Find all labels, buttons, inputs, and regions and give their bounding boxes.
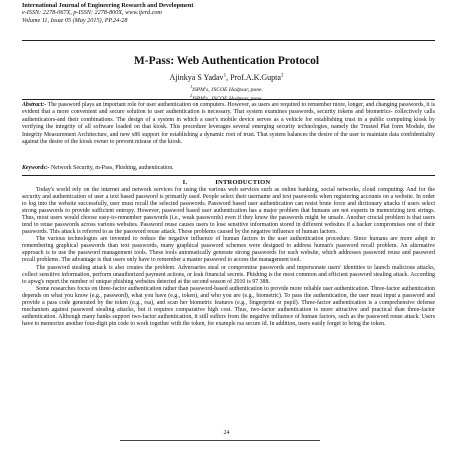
- abstract-text: The password plays an important role for user authentication on computers. However, as users are required to remember more, longer, and changing passwords, it is evident that a more convenient and secure solution to user authentication is necessary. That system examines passwords, security tokens and biometrics- collectively calls authenticators-and their combinations. The design of a system in which a user's mobile device serves as a vehicle for establishing trust in a public computing kiosk by verifying the integrity of all software loaded on that kiosk. This procedure leverages several emerging security technologies, namely the Trusted Plat form Module, the Integrity Measurement Architecture, and new x86 support for establishing a dynamic root of trust. That system balances the desire of the user to maintain data confidentiality against the desire of the kiosk owner to prevent misuse of the kiosk.: [22, 102, 435, 146]
- paper-authors: [0, 73, 453, 82]
- page-number: 24: [223, 430, 230, 436]
- journal-issn: e-ISSN: 2278-067X, p-ISSN: 2278-800X, www.ijerd.com: [22, 9, 162, 17]
- affiliation-1: [0, 84, 453, 93]
- keywords-text: Network Security, m-Pass, Phishing, authentication.: [49, 165, 174, 171]
- body-text: [22, 187, 435, 328]
- affiliation-1-text: ISPM's, JSCOE Hadpsar, pune.: [192, 86, 263, 93]
- abstract-label: Abstract:-: [22, 102, 47, 108]
- paragraph-4: Some researches focus on three-factor authentication rather than password-based authentication to provide more reliable user authentication. Three-factor authentication depends on what you know (e.g., password), what you have (e.g., token), and who you are (e.g., biometric). To pass the authentication, the user must input a password and provide a pass code generated by the token (e.g., rsa), and scan her biometric features (e.g., fingerprint or pupil). Three-factor authentication is a comprehensive defense mechanism against password stealing attacks, but it requires comparative high cost. Thus, two-factor authentication is more attractive and practical than three-factor authentication. Although many banks support two-factor authentication, it still suffers from the negative influence of human factors, such as the password reuse attack. Users have to memorize another four-digit pin code to work together with the token, for example rsa secure id. In addition, users easily forget to bring the token.: [22, 285, 435, 327]
- affiliation-2-sup: 2: [190, 93, 193, 99]
- affiliations: [0, 84, 453, 103]
- affiliation-1-sup: 1: [190, 84, 193, 89]
- abstract: [22, 102, 435, 146]
- section-number: I.: [182, 179, 188, 186]
- author-2-sup: 2: [280, 73, 284, 79]
- header-rule: [22, 40, 435, 41]
- abstract-rule: [22, 99, 435, 100]
- keywords: [22, 165, 435, 172]
- author-1: Ajinkya S Yadav: [169, 73, 224, 82]
- journal-header: [22, 2, 442, 24]
- paragraph-2: The various technologies are invented to reduce the negative influence of human factors in the user authentication procedure. Since humans are more adept in remembering graphical passwords than text passwords, many graphical password schemes were designed to address human's password recall problem. An alternative approach is to use the password management tools. These tools automatically generate strong passwords for each website, which addresses password reuse and password recall problems. The advantage is that users only have to remember a master password to access the management tool.: [22, 236, 435, 264]
- paragraph-3: The password stealing attack is also creates the problem. Adversaries steal or compromise passwords and impersonate users' identities to launch malicious attacks, collect sensitive information, perform unauthorized payment actions, or leak financial secrets. Phishing is the most common and efficient password stealing attack. According to apwg's report the number of unique phishing websites detected at the second season of 2010 is 97 388.: [22, 264, 435, 285]
- affiliation-2-text: ISPM's, JSCOE Hadpsar, pune.: [192, 96, 263, 103]
- journal-name: International Journal of Engineering Research and Development: [22, 2, 194, 9]
- keywords-label: Keywords:-: [22, 165, 50, 171]
- author-1-sup: 1: [223, 73, 227, 79]
- journal-volume: Volume 11, Issue 05 (May 2015), PP.24-28: [22, 16, 128, 24]
- paper-title: M-Pass: Web Authentication Protocol: [133, 55, 320, 67]
- section-title: INTRODUCTION: [215, 179, 271, 186]
- footer-rule: [120, 440, 320, 441]
- author-2: , Prof.A.K.Gupta: [226, 73, 281, 82]
- keywords-rule: [22, 175, 435, 176]
- paragraph-1: Today's world rely on the internet and network services for using the various web services such as online banking, social networks, cloud computing. And for the security and authentication of user a text based password is primarily used. People select their username and text passwords when registering accounts on a website. In order to log into the website successfully, user must recall the selected passwords. Password based user authentication can resist brute force and dictionary attacks if users select strong passwords to provide sufficient entropy. However, password based user authentication has a major problem that humans are not experts in memorizing text strings. Thus, most users would choose easy-to-remember passwords (i.e., weak passwords) even if they know the passwords might be unsafe. Another crucial problem is that users tend to reuse passwords across various websites. Password reuse causes users to lose sensitive information stored in different websites if a hacker compromises one of their passwords. This attack is referred to as the password reuse attack. Those problems caused by the negative influence of human factors.: [22, 187, 435, 236]
- section-heading: [0, 179, 453, 186]
